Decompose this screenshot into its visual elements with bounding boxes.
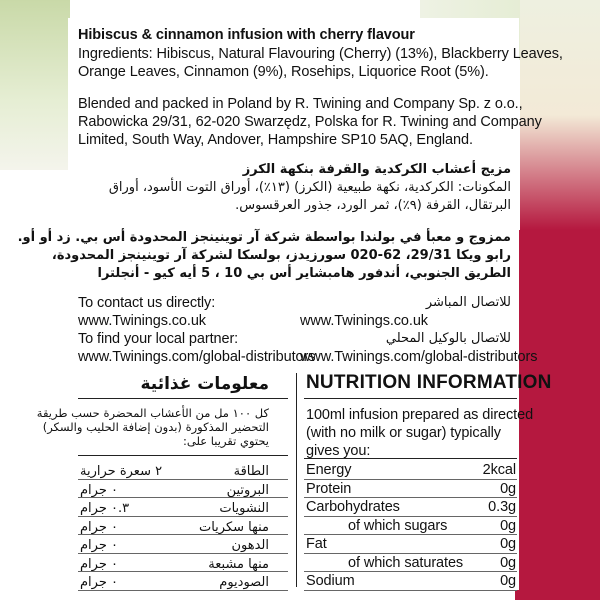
packed-line-2: Rabowicka 29/31, 62-020 Swarzędz, Polska for R. Twining and Company — [78, 114, 542, 130]
arabic-intro-line-1: كل ١٠٠ مل من الأعشاب المحضرة حسب طريقة — [36, 406, 269, 420]
arabic-title: مزيج أعشاب الكركدية والقرفة بنكهة الكرز — [242, 162, 511, 177]
nutrition-table-top-divider — [304, 458, 517, 459]
arabic-nutrition-row-divider — [78, 516, 288, 517]
arabic-contact-url[interactable]: www.Twinings.co.uk — [300, 313, 428, 329]
nutrition-row-divider — [304, 590, 517, 591]
nutrition-intro-line-1: 100ml infusion prepared as directed — [306, 407, 534, 423]
nutrition-row-label: Fat — [306, 536, 327, 552]
arabic-nutrition-row-label: منها سكريات — [198, 519, 269, 535]
nutrition-heading-divider — [304, 398, 517, 399]
product-title: Hibiscus & cinnamon infusion with cherry flavour — [78, 27, 415, 43]
arabic-nutrition-row-value: ٠ جرام — [80, 482, 118, 498]
nutrition-heading: NUTRITION INFORMATION — [306, 372, 552, 393]
arabic-packed-line-3: الطريق الجنوبي، أندفور هامبشاير أس بي 10 ، 5 أيه كيو - أنجلترا — [97, 266, 511, 281]
arabic-table-top-divider — [78, 455, 288, 456]
nutrition-row-value: 0g — [500, 480, 516, 497]
arabic-intro-line-2: التحضير المذكورة (بدون إضافة الحليب والسكر) — [42, 420, 269, 434]
nutrition-row-label: of which saturates — [348, 554, 464, 571]
arabic-nutrition-heading: معلومات غذائية — [140, 374, 269, 394]
nutrition-row-label: Sodium — [306, 573, 355, 589]
arabic-nutrition-row-divider — [78, 590, 288, 591]
arabic-nutrition-row-value: ٠ جرام — [80, 519, 118, 535]
arabic-nutrition-row-divider — [78, 571, 288, 572]
nutrition-row-value: 0g — [500, 536, 516, 552]
arabic-nutrition-row-label: الصوديوم — [219, 575, 269, 590]
partner-label: To find your local partner: — [78, 331, 239, 347]
arabic-nutrition-row-label: النشويات — [219, 501, 269, 516]
arabic-nutrition-row-label: منها مشبعة — [208, 556, 269, 572]
nutrition-row-label: of which sugars — [348, 517, 448, 534]
arabic-contact-label: للاتصال المباشر — [425, 295, 511, 310]
nutrition-row-value: 0g — [500, 554, 516, 571]
arabic-nutrition-row-divider — [78, 534, 288, 535]
packed-line-1: Blended and packed in Poland by R. Twining and Company Sp. z o.o., — [78, 96, 523, 112]
arabic-nutrition-row-divider — [78, 479, 288, 480]
arabic-packed-line-1: ممزوج و معبأ في بولندا بواسطة شركة آر توينينجز المحدودة أس بي. زد أو أو. — [17, 230, 511, 245]
arabic-nutrition-row-value: ٢ سعرة حرارية — [80, 464, 163, 479]
arabic-partner-url[interactable]: www.Twinings.com/global-distributors — [300, 349, 538, 365]
ingredients-line-1: Ingredients: Hibiscus, Natural Flavouring (Cherry) (13%), Blackberry Leaves, — [78, 46, 563, 62]
nutrition-row-value: 0g — [500, 573, 516, 589]
nutrition-intro-line-3: gives you: — [306, 443, 371, 459]
arabic-nutrition-row-value: ٠ جرام — [80, 556, 118, 572]
arabic-packed-line-2: رابو ويكا 29/31، 62-020 سورزيدز، بولسكا لشركة آر توينينجز المحدودة، — [51, 248, 511, 263]
ingredients-line-2: Orange Leaves, Cinnamon (9%), Rosehips, Liquorice Root (5%). — [78, 64, 489, 80]
arabic-nutrition-row-label: الطاقة — [233, 464, 269, 479]
nutrition-row-label: Carbohydrates — [306, 499, 400, 515]
arabic-ingredients-line-2: البرتقال، القرفة (٩٪)، ثمر الورد، جذور العرقسوس. — [235, 198, 511, 213]
contact-url[interactable]: www.Twinings.co.uk — [78, 313, 206, 329]
arabic-partner-label: للاتصال بالوكيل المحلي — [385, 331, 511, 346]
arabic-intro-line-3: يحتوي تقريبا على: — [182, 434, 269, 448]
nutrition-row-value: 0.3g — [488, 499, 516, 515]
label-panel — [17, 18, 563, 590]
arabic-nutrition-row-value: ٠ جرام — [80, 538, 118, 553]
leaf-background — [0, 0, 70, 170]
partner-url[interactable]: www.Twinings.com/global-distributors — [78, 349, 316, 365]
arabic-heading-divider — [78, 398, 288, 399]
arabic-nutrition-row-value: ٠ جرام — [80, 575, 118, 590]
arabic-nutrition-row-label: الدهون — [231, 538, 269, 553]
column-divider — [296, 373, 297, 587]
nutrition-row-label: Energy — [306, 462, 352, 478]
contact-label: To contact us directly: — [78, 295, 216, 311]
nutrition-intro-line-2: (with no milk or sugar) typically — [306, 425, 501, 441]
nutrition-row-value: 2kcal — [482, 462, 516, 478]
nutrition-row-label: Protein — [306, 480, 352, 497]
arabic-nutrition-row-divider — [78, 553, 288, 554]
nutrition-row-divider — [304, 534, 517, 535]
arabic-nutrition-row-label: البروتين — [226, 482, 269, 498]
packed-line-3: Limited, South Way, Andover, Hampshire SP10 5AQ, England. — [78, 132, 473, 148]
arabic-ingredients-line-1: المكونات: الكركدية، نكهة طبيعية (الكرز) (١٣٪)، أوراق التوت الأسود، أوراق — [108, 180, 511, 195]
nutrition-row-value: 0g — [500, 517, 516, 534]
arabic-nutrition-row-divider — [78, 497, 288, 498]
arabic-nutrition-row-value: ٠.٣ جرام — [80, 501, 130, 516]
